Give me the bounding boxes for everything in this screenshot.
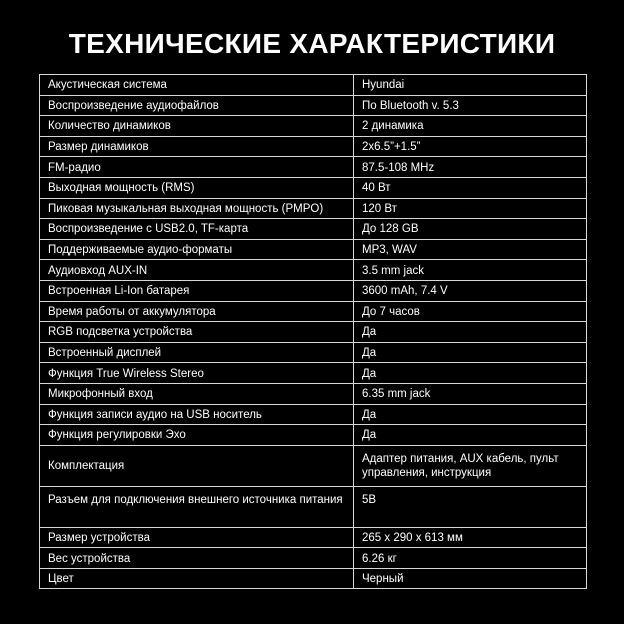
spec-value: 265 x 290 x 613 мм xyxy=(354,527,587,548)
spec-label: Функция True Wireless Stereo xyxy=(40,363,354,384)
spec-label: Комплектация xyxy=(40,445,354,486)
spec-value: 3.5 mm jack xyxy=(354,260,587,281)
spec-value: 2x6.5”+1.5” xyxy=(354,136,587,157)
table-row xyxy=(40,363,587,384)
table-row xyxy=(40,260,587,281)
spec-label: Пиковая музыкальная выходная мощность (PMPO) xyxy=(40,198,354,219)
table-row xyxy=(40,404,587,425)
spec-value: 6.26 кг xyxy=(354,548,587,569)
spec-value: Да xyxy=(354,363,587,384)
table-row xyxy=(40,342,587,363)
spec-value: MP3, WAV xyxy=(354,239,587,260)
spec-label: Выходная мощность (RMS) xyxy=(40,177,354,198)
table-row xyxy=(40,280,587,301)
table-row xyxy=(40,219,587,240)
spec-label: Цвет xyxy=(40,568,354,589)
spec-value: До 7 часов xyxy=(354,301,587,322)
spec-value: Да xyxy=(354,322,587,343)
table-row xyxy=(40,136,587,157)
table-row xyxy=(40,445,587,486)
spec-label: Функция регулировки Эхо xyxy=(40,425,354,446)
spec-value: Адаптер питания, AUX кабель, пульт управления, инструкция xyxy=(354,445,587,486)
spec-value: 6.35 mm jack xyxy=(354,383,587,404)
spec-value: Да xyxy=(354,404,587,425)
table-row xyxy=(40,383,587,404)
spec-label: Микрофонный вход xyxy=(40,383,354,404)
spec-label: Поддерживаемые аудио-форматы xyxy=(40,239,354,260)
table-row xyxy=(40,198,587,219)
spec-label: Время работы от аккумулятора xyxy=(40,301,354,322)
table-row xyxy=(40,527,587,548)
table-row xyxy=(40,322,587,343)
spec-value: 5В xyxy=(354,486,587,527)
spec-value: 2 динамика xyxy=(354,116,587,137)
table-row xyxy=(40,177,587,198)
table-row xyxy=(40,95,587,116)
specs-table xyxy=(39,74,587,589)
spec-value: По Bluetooth v. 5.3 xyxy=(354,95,587,116)
table-row xyxy=(40,486,587,527)
spec-value: До 128 GB xyxy=(354,219,587,240)
page-title: ТЕХНИЧЕСКИЕ ХАРАКТЕРИСТИКИ xyxy=(68,28,556,59)
table-row xyxy=(40,301,587,322)
spec-value: 87.5-108 MHz xyxy=(354,157,587,178)
spec-value: Hyundai xyxy=(354,75,587,96)
spec-label: FM-радио xyxy=(40,157,354,178)
spec-label: Разъем для подключения внешнего источника питания xyxy=(40,486,354,527)
spec-value: Черный xyxy=(354,568,587,589)
spec-label: Воспроизведение с USB2.0, TF-карта xyxy=(40,219,354,240)
table-row xyxy=(40,116,587,137)
table-row xyxy=(40,548,587,569)
spec-label: RGB подсветка устройства xyxy=(40,322,354,343)
spec-label: Акустическая система xyxy=(40,75,354,96)
spec-label: Аудиовход AUX-IN xyxy=(40,260,354,281)
spec-label: Количество динамиков xyxy=(40,116,354,137)
spec-value: Да xyxy=(354,342,587,363)
spec-value: 120 Вт xyxy=(354,198,587,219)
spec-label: Функция записи аудио на USB носитель xyxy=(40,404,354,425)
table-row xyxy=(40,425,587,446)
table-row xyxy=(40,239,587,260)
spec-label: Встроенный дисплей xyxy=(40,342,354,363)
spec-value: Да xyxy=(354,425,587,446)
spec-value: 40 Вт xyxy=(354,177,587,198)
spec-label: Встроенная Li-Ion батарея xyxy=(40,280,354,301)
table-row xyxy=(40,568,587,589)
table-row xyxy=(40,157,587,178)
spec-value: 3600 mAh, 7.4 V xyxy=(354,280,587,301)
spec-label: Вес устройства xyxy=(40,548,354,569)
spec-label: Воспроизведение аудиофайлов xyxy=(40,95,354,116)
spec-label: Размер устройства xyxy=(40,527,354,548)
spec-label: Размер динамиков xyxy=(40,136,354,157)
table-row xyxy=(40,75,587,96)
